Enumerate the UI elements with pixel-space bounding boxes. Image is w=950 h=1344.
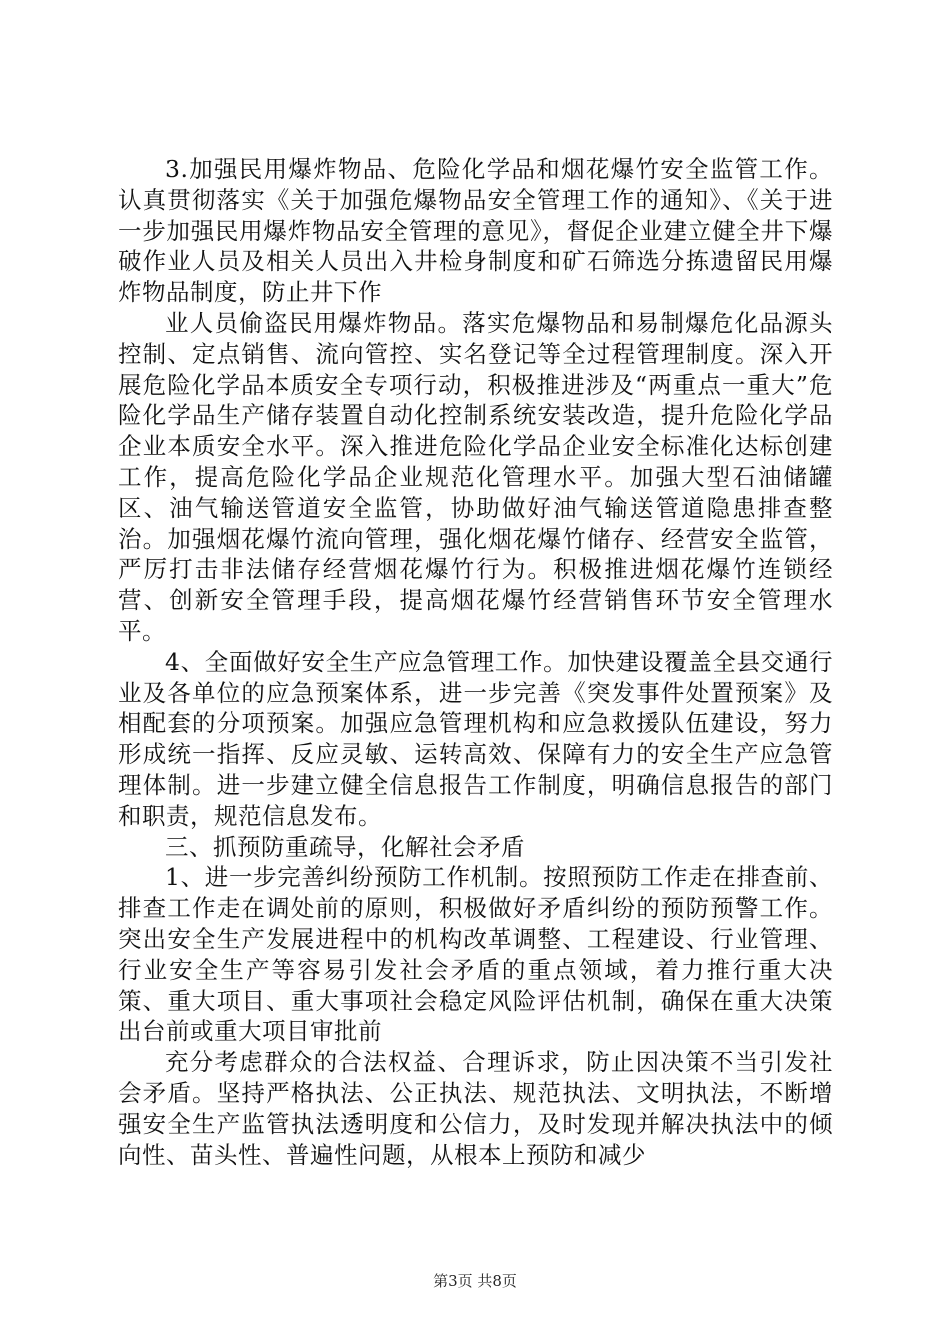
paragraph-hazardous-goods-continued: 业人员偷盗民用爆炸物品。落实危爆物品和易制爆危化品源头控制、定点销售、流向管控、实名登记等全过程管理制度。深入开展危险化学品本质安全专项行动，积极推进涉及“两重点一重大”危险化学品生产储存装置自动化控制系统安装改造，提升危险化学品企业本质安全水平。深入推进危险化学品企业安全标准化达标创建工作，提高危险化学品企业规范化管理水平。加强大型石油储罐区、油气输送管道安全监管，协助做好油气输送管道隐患排查整治。加强烟花爆竹流向管理，强化烟花爆竹储存、经营安全监管，严厉打击非法储存经营烟花爆竹行为。积极推进烟花爆竹连锁经营、创新安全管理手段，提高烟花爆竹经营销售环节安全管理水平。 <box>118 308 833 645</box>
document-body <box>118 154 833 1170</box>
paragraph-hazardous-goods: 3.加强民用爆炸物品、危险化学品和烟花爆竹安全监管工作。认真贯彻落实《关于加强危爆物品安全管理工作的通知》、《关于进一步加强民用爆炸物品安全管理的意见》，督促企业建立健全井下爆破作业人员及相关人员出入井检身制度和矿石筛选分拣遗留民用爆炸物品制度，防止井下作 <box>118 155 833 307</box>
paragraph-emergency-management: 4、全面做好安全生产应急管理工作。加快建设覆盖全县交通行业及各单位的应急预案体系，进一步完善《突发事件处置预案》及相配套的分项预案。加强应急管理机构和应急救援队伍建设，努力形成统一指挥、反应灵敏、运转高效、保障有力的安全生产应急管理体制。进一步建立健全信息报告工作制度，明确信息报告的部门和职责，规范信息发布。 <box>118 647 833 830</box>
paragraph-dispute-prevention-continued: 充分考虑群众的合法权益、合理诉求，防止因决策不当引发社会矛盾。坚持严格执法、公正执法、规范执法、文明执法，不断增强安全生产监管执法透明度和公信力，及时发现并解决执法中的倾向性、苗头性、普遍性问题，从根本上预防和减少 <box>118 1048 833 1169</box>
section-heading-prevention: 三、抓预防重疏导，化解社会矛盾 <box>165 832 525 861</box>
paragraph-dispute-prevention: 1、进一步完善纠纷预防工作机制。按照预防工作走在排查前、排查工作走在调处前的原则，积极做好矛盾纠纷的预防预警工作。突出安全生产发展进程中的机构改革调整、工程建设、行业管理、行业安全生产等容易引发社会矛盾的重点领域，着力推行重大决策、重大项目、重大事项社会稳定风险评估机制，确保在重大决策出台前或重大项目审批前 <box>118 863 833 1046</box>
page-number-footer: 第3页 共8页 <box>433 1272 517 1290</box>
